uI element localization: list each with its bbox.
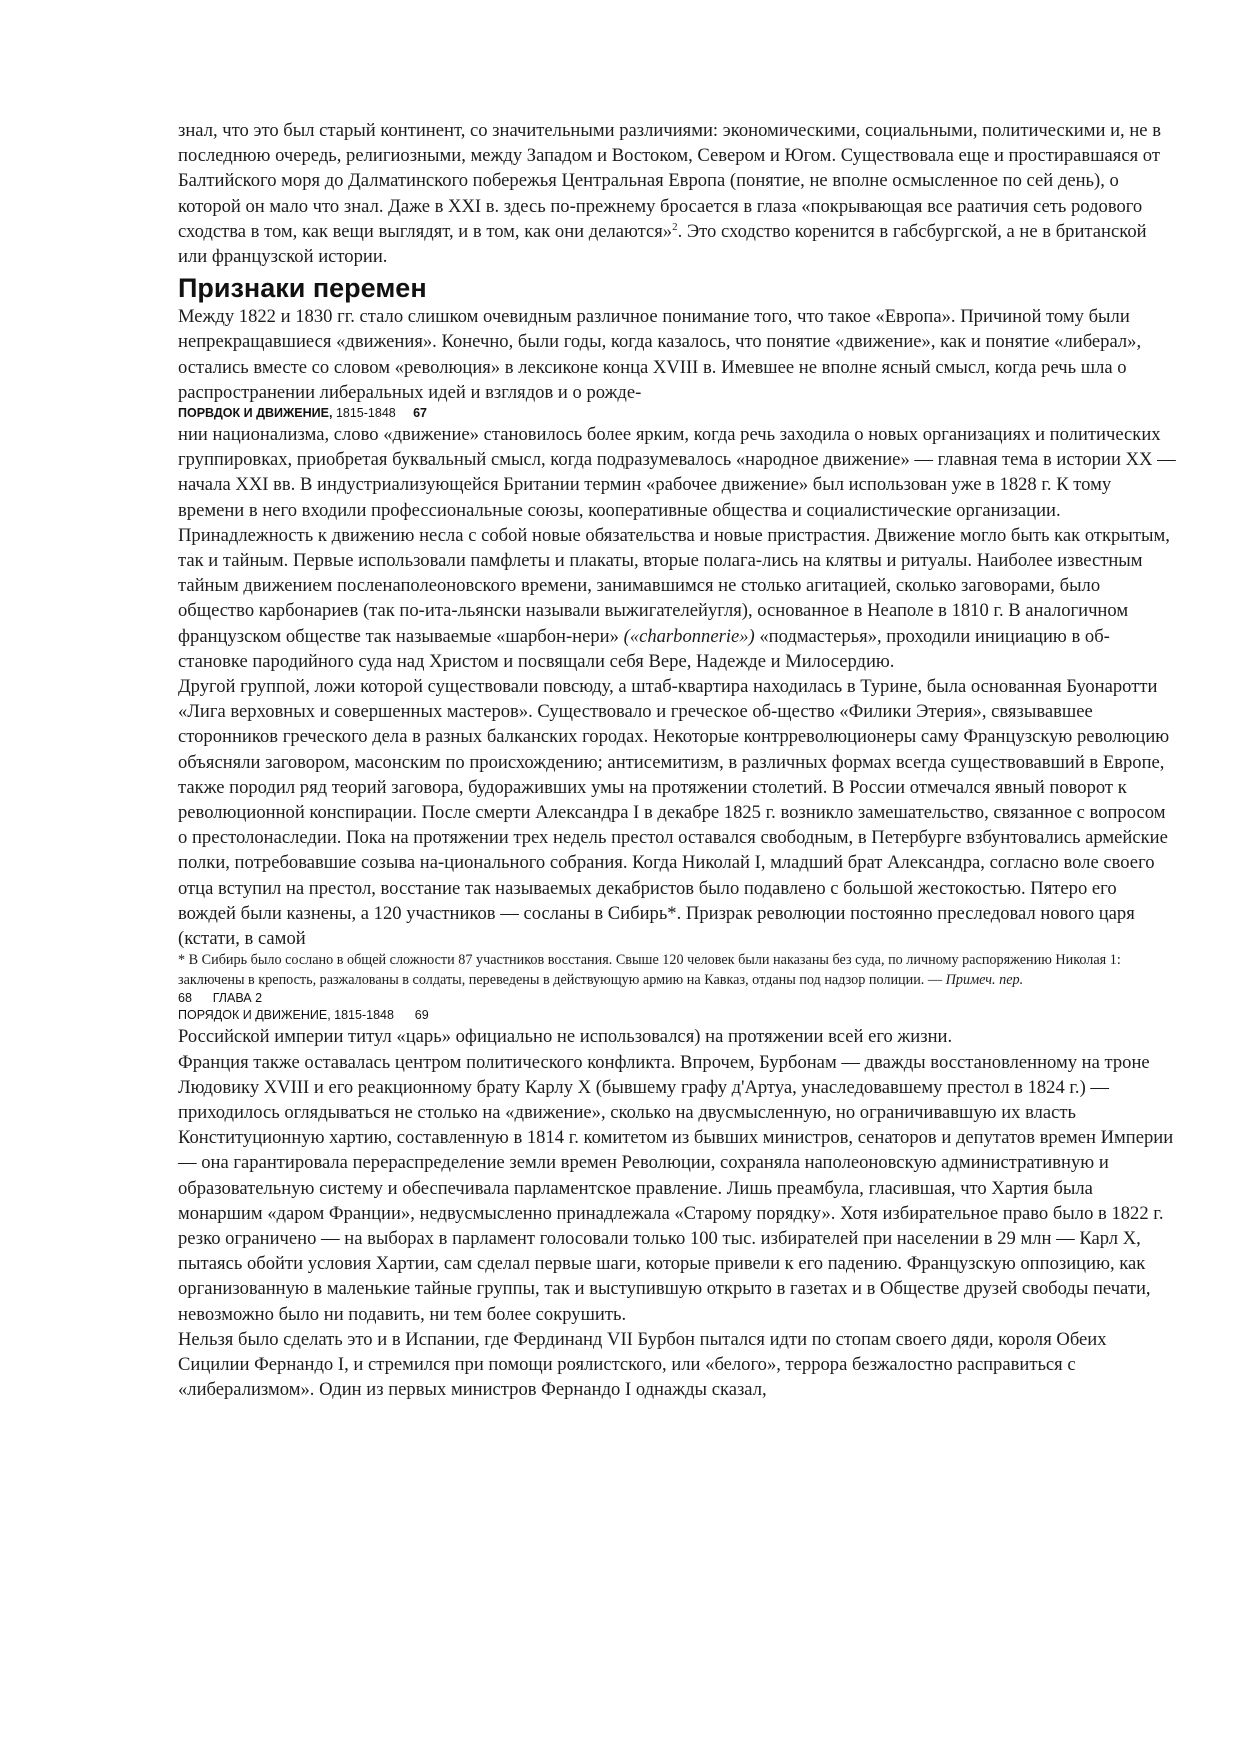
paragraph-5: Российской империи титул «царь» официально не использовался) на протяжении всей его жизни. [178,1026,953,1048]
paragraph-1: Между 1822 и 1830 гг. стало слишком очевидным различное понимание того, что такое «Европа». Причиной тому были непрекращавшиеся «движения». Конечно, были годы, когда казалось, что понятие «движение», как и понятие «либерал», остались вместе со словом «революция» в лексиконе конца XVIII в. Имевшее не вполне ясный смысл, когда речь шла о распространении либеральных идей и взглядов и о рожде- [178,306,1142,403]
paragraph-3-text: Принадлежность к движению несла с собой новые обязательства и новые пристрастия. Движение могло быть как открытым, так и тайным. Первые использовали памфлеты и плакаты, вторые полага-лись на клятвы и ритуалы. Наиболее известным тайным движением посленаполеоновского времени, занимавшимся не столько агитацией, сколько заговорами, было общество карбонариев (так по-ита-льянски называли выжигателейугля), основанное в Неаполе в 1810 г. В аналогичном французском обществе так называемые «шарбон-нери» [178,524,1170,647]
running-head-67 [178,405,1178,422]
footnote-text: * В Сибирь было сослано в общей сложности 87 участников восстания. Свыше 120 человек были наказаны без суда, по личному распоряжению Николая 1: заключены в крепость, разжалованы в солдаты, переведены в действующую армию на Кавказ, отданы под надзор полиции. — [178,952,1121,988]
paragraph-4: Другой группой, ложи которой существовали повсюду, а штаб-квартира находилась в Турине, была основанная Буонаротти «Лига верховных и совершенных мастеров». Существовало и греческое об-щество «Филики Этерия», связывавшее сторонников греческого дела в разных балканских городах. Некоторые контрреволюционеры саму Французскую революцию объясняли заговором, масонским по происхождению; антисемитизм, в различных формах всегда существовавший в Европе, также породил ряд теорий заговора, будораживших умы на протяжении столетий. В России отмечался явный поворот к революционной конспирации. После смерти Александра I в декабре 1825 г. возникло замешательство, связанное с вопросом о престолонаследии. Пока на протяжении трех недель престол оставался свободным, в Петербурге взбунтовались армейские полки, потребовавшие созыва на-ционального собрания. Когда Николай I, младший брат Александра, согласно воле своего отца вступил на престол, восстание так называемых декабристов было подавлено с большой жестокостью. Пятеро его вождей были казнены, а 120 участников — сосланы в Сибирь*. Призрак революции постоянно преследовал нового царя (кстати, в самой [178,676,1170,950]
footnote-reference: 2 [672,220,678,233]
paragraph-intro [178,118,1178,269]
paragraph-6: Франция также оставалась центром политического конфликта. Впрочем, Бурбонам — дважды восстановленному на троне Людовику XVIII и его реакционному брату Карлу X (бывшему графу д'Артуа, унаследовавшему престол в 1824 г.) — приходилось оглядываться не столько на «движение», сколько на двусмысленную, но ограничивавшую их власть Конституционную хартию, составленную в 1814 г. комитетом из бывших министров, сенаторов и депутатов времен Империи — она гарантировала перераспределение земли времен Революции, сохраняла наполеоновскую административную и образовательную систему и обеспечивала парламентское правление. Лишь преамбула, гласившая, что Хартия была монаршим «даром Франции», недвусмысленно принадлежала «Старому порядку». Хотя избирательное право было в 1822 г. резко ограничено — на выборах в парламент голосовали только 100 тыс. избирателей при населении в 29 млн — Карл X, пытаясь обойти условия Хартии, сам сделал первые шаги, которые привели к его падению. Французскую оппозицию, как организованную в маленькие тайные группы, так и выступившую открыто в газетах и в Обществе друзей свободы печати, невозможно было ни подавить, ни тем более сокрушить. [178,1051,1174,1325]
paragraph-7: Нельзя было сделать это и в Испании, где Фердинанд VII Бурбон пытался идти по стопам своего дяди, короля Обеих Сицилии Фернандо I, и стремился при помощи роялистского, или «белого», террора безжалостно расправиться с «либерализмом». Один из первых министров Фернандо I однажды сказал, [178,1328,1107,1401]
paragraph-3-text-after: «подмастерья», проходили инициацию в об-становке пародийного суда над Христом и посвящали себя Вере, Надежде и Милосердию. [178,625,1110,672]
running-head-69: ПОРЯДОК И ДВИЖЕНИЕ, 1815-1848 69 [178,1008,429,1023]
paragraph-2: нии национализма, слово «движение» становилось более ярким, когда речь заходила о новых организациях и политических группировках, приобретая буквальный смысл, когда подразумевалось «народное движение» — главная тема в истории XX — начала XXI вв. В индустриализующейся Британии термин «рабочее движение» был использован уже в 1828 г. К тому времени в него входили профессиональные союзы, кооперативные общества и социалистические организации. [178,424,1176,521]
running-head-68: 68 ГЛАВА 2 [178,991,263,1006]
running-head-67-title: ПОРВДОК И ДВИЖЕНИЕ, [178,406,333,421]
paragraph-intro-text: знал, что это был старый континент, со значительными различиями: экономическими, социальными, политическими и, не в последнюю очередь, религиозными, между Западом и Востоком, Севером и Югом. Существовала еще и простиравшаяся от Балтийского моря до Далматинского побережья Центральная Европа (понятие, не вполне осмысленное по сей день), о которой он мало что знал. Даже в XXI в. здесь по-прежнему бросается в глаза «покрывающая все раатичия сеть родового сходства в том, как вещи выглядят, и в том, как они делаются» [178,120,1161,242]
document-page [178,118,1178,1402]
paragraph-intro-text-after: . Это сходство коренится в габсбургской, а не в британской или французской истории. [178,220,1147,268]
running-head-67-years: 1815-1848 [332,406,396,421]
footnote [178,951,1178,990]
running-head-67-page: 67 [395,406,428,421]
paragraph-3 [178,523,1178,674]
section-heading: Признаки перемен [178,273,427,304]
paragraph-3-italic: («charbonnerie») [623,625,755,647]
footnote-italic: Примеч. пер. [945,971,1024,988]
